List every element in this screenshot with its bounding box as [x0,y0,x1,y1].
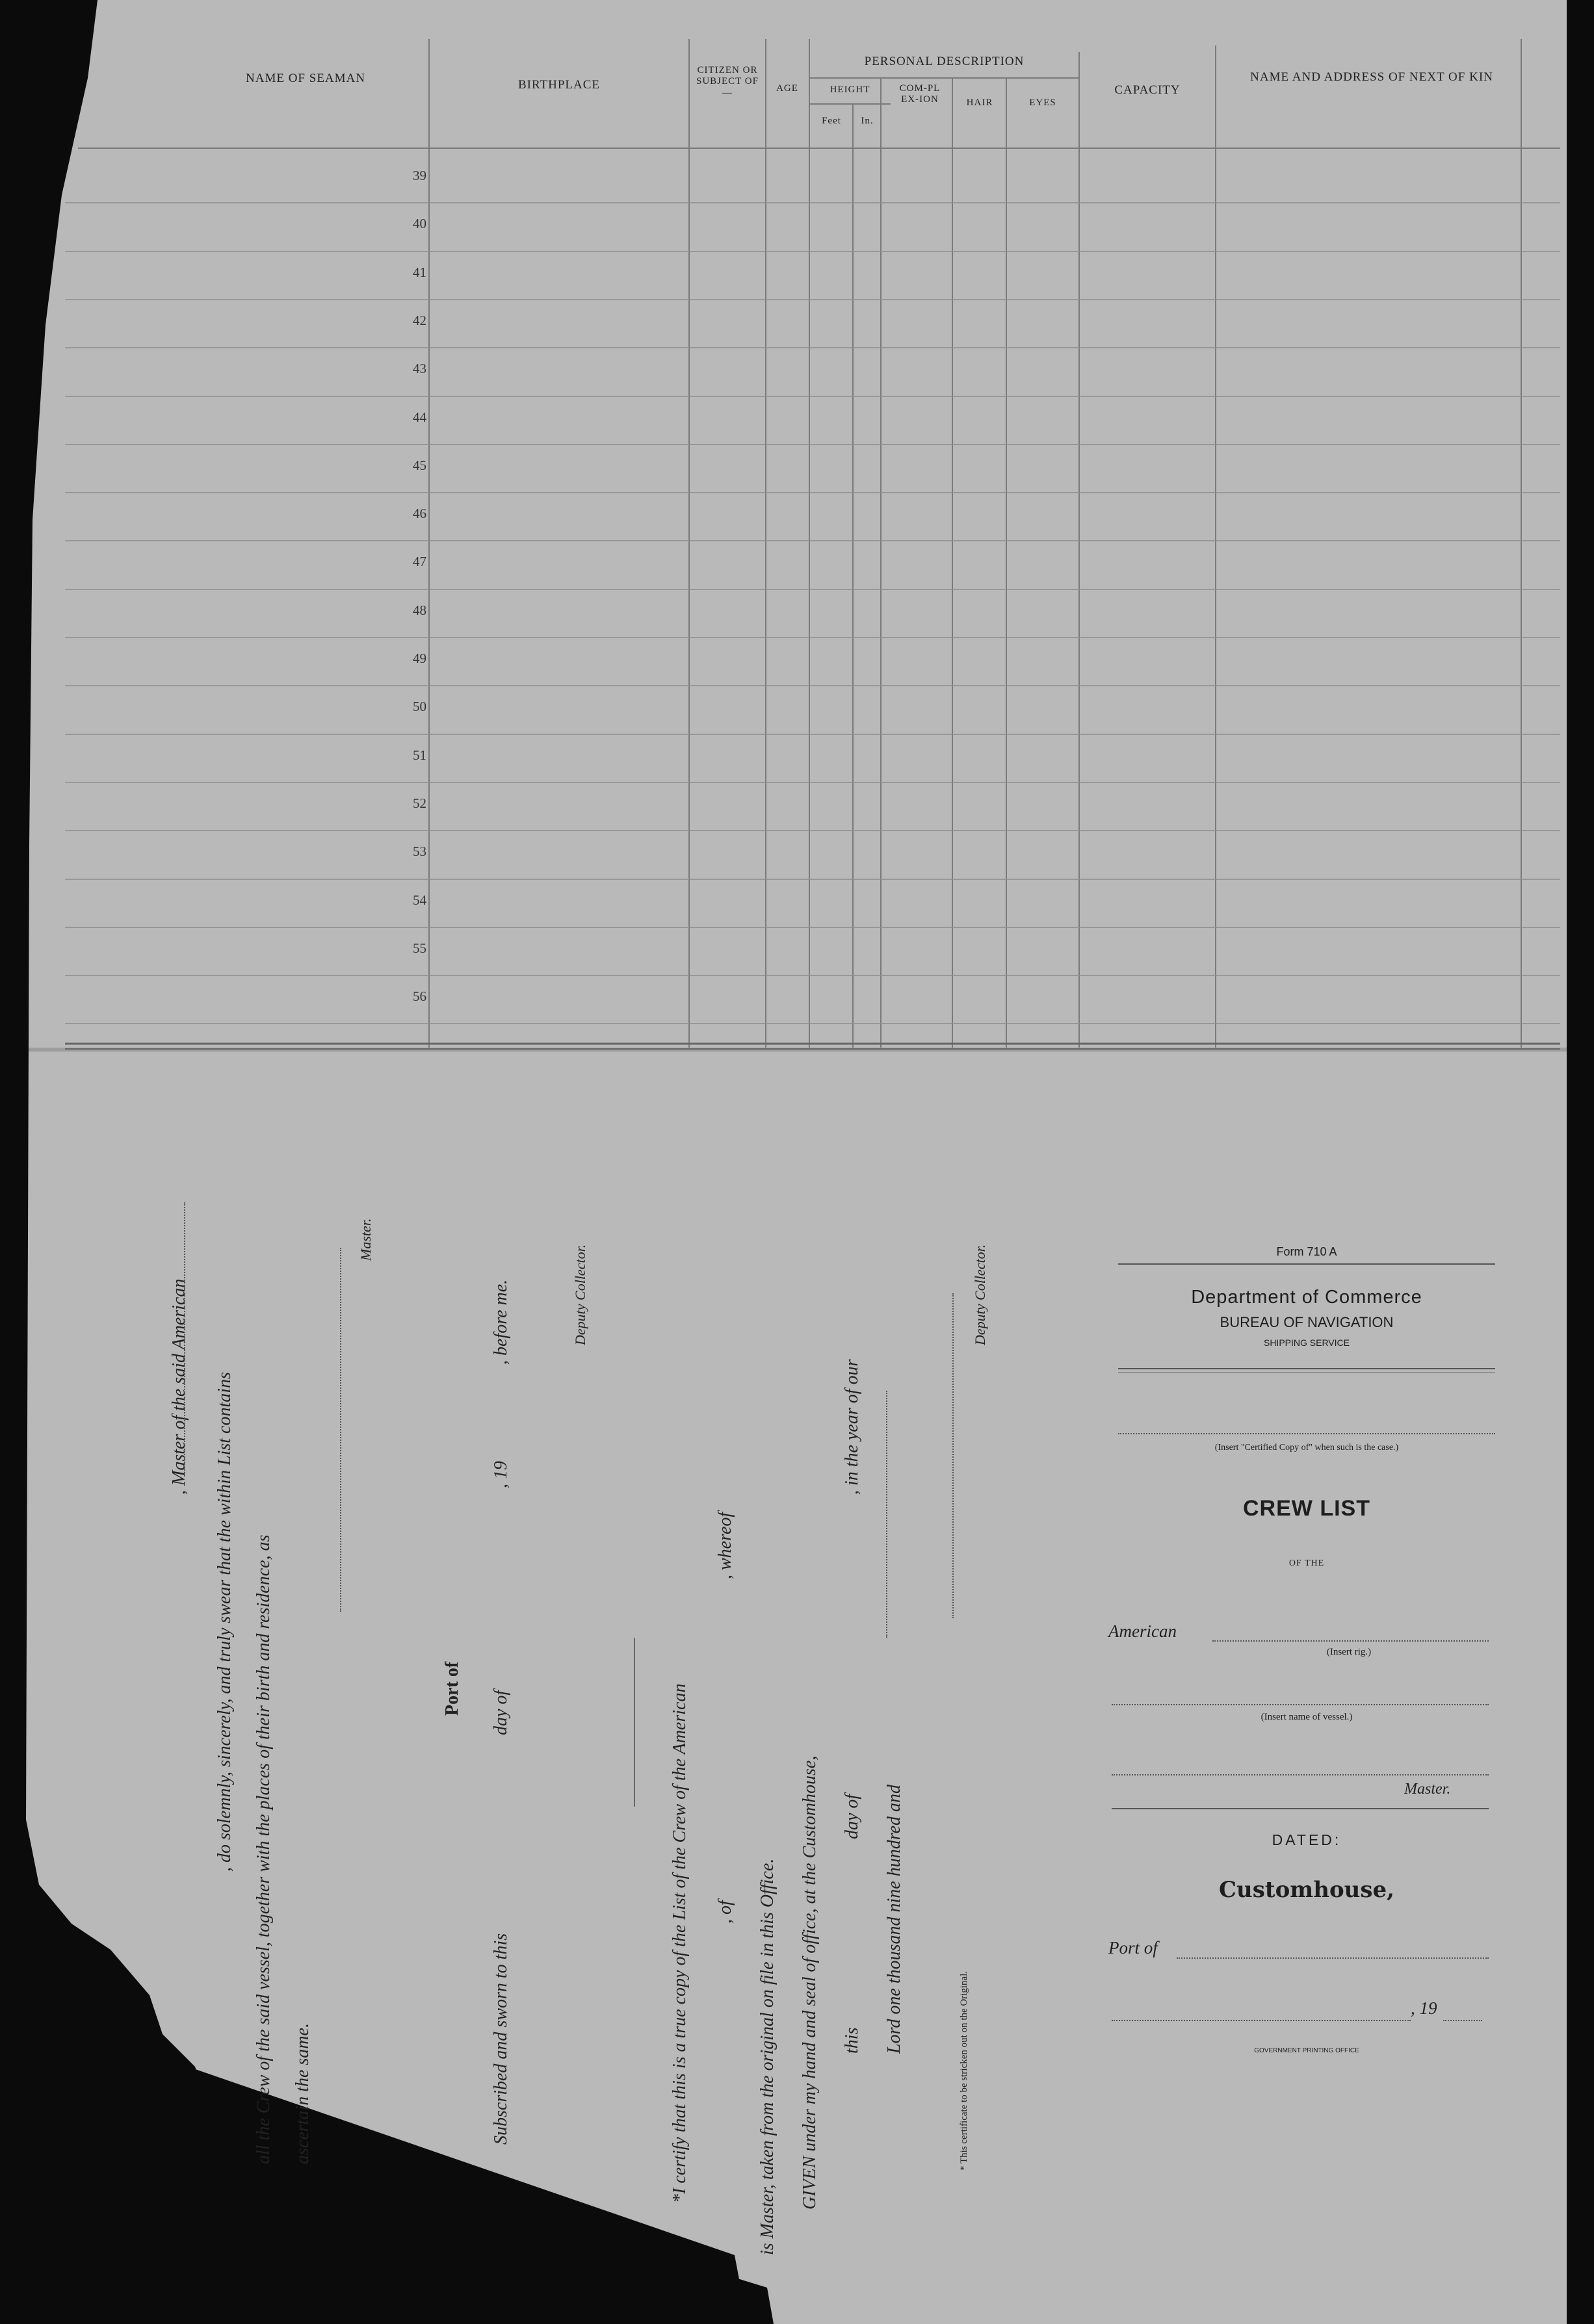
port-line [1177,1957,1489,1959]
oath-subscribed-c: , 19 [491,1461,511,1488]
oath-line-3: all the Crew of the said vessel, together with the places of their birth and residence, as [254,1534,274,2164]
header-personal-description: PERSONAL DESCRIPTION [864,55,1025,68]
year-label: , 19 [1411,1998,1437,2018]
header-complexion: COM-PLEX-ION [899,83,941,105]
oath-port-of: Port of [442,1661,462,1716]
form-number: Form 710 A [1276,1245,1337,1258]
american-label: American [1108,1621,1177,1641]
header-next-of-kin: NAME AND ADDRESS OF NEXT OF KIN [1250,70,1493,84]
rig-line [1212,1640,1489,1642]
header-inches: In. [861,116,874,126]
certificate-line-2a: , of [715,1900,735,1924]
master-signature-line [340,1248,341,1612]
crew-list-title: CREW LIST [1243,1496,1370,1521]
certificate-footnote: * This certificate to be stricken out on the Original. [959,1970,969,2171]
row-number: 42 [413,312,426,328]
customhouse-label: Customhouse, [1218,1877,1394,1903]
header-birthplace: BIRTHPLACE [517,78,601,92]
row-number: 55 [413,940,426,956]
row-number: 45 [413,457,426,473]
certificate-line-5b: day of [842,1794,862,1839]
oath-subscribed-b: day of [491,1690,511,1735]
printer-imprint: GOVERNMENT PRINTING OFFICE [1254,2047,1359,2054]
header-citizen: CITIZEN OR SUBJECT OF— [696,65,759,98]
row-number: 44 [413,409,426,425]
insert-rig-note: (Insert rig.) [1326,1647,1372,1657]
row-number: 50 [413,699,426,715]
year-line [1443,2020,1482,2021]
bureau-name: BUREAU OF NAVIGATION [1220,1314,1394,1330]
row-number: 46 [413,506,426,522]
header-capacity: CAPACITY [1114,83,1181,97]
row-number: 40 [413,216,426,232]
certificate-line-5a: this [842,2027,862,2054]
header-feet: Feet [822,116,841,126]
oath-subscribed-a: Subscribed and sworn to this [491,1933,511,2145]
department-name: Department of Commerce [1191,1287,1422,1308]
row-number: 47 [413,554,426,570]
cover-master-label: Master. [1404,1781,1451,1798]
row-number: 48 [413,602,426,618]
row-number: 56 [413,988,426,1005]
cover-rule-4 [1112,1808,1489,1809]
oath-master-label: Master. [358,1218,374,1261]
cover-rule-1 [1118,1263,1495,1265]
oath-line-1: , Master of the said American [169,1278,189,1495]
header-height: HEIGHT [830,84,870,95]
master-name-line [1112,1774,1489,1775]
header-name-of-seaman: NAME OF SEAMAN [246,71,365,85]
port-of-label: Port of [1108,1938,1158,1957]
row-number: 53 [413,844,426,860]
certificate-line-2b: , whereof [715,1512,735,1579]
oath-line-4: ascertain the same. [293,2023,313,2164]
certificate-line-4: GIVEN under my hand and seal of office, at the Customhouse, [800,1755,820,2210]
header-eyes: EYES [1029,97,1056,108]
oath-subscribed-d: , before me. [491,1279,511,1365]
date-line [1112,2020,1411,2021]
oath-line-2: , do solemnly, sincerely, and truly swear that the within List contains [215,1372,235,1872]
oath-divider [634,1638,635,1807]
certified-copy-line [1118,1433,1495,1434]
insert-certified-note: (Insert "Certified Copy of" when such is the case.) [1214,1443,1399,1452]
service-name: SHIPPING SERVICE [1263,1337,1350,1348]
row-number: 39 [413,168,426,183]
certificate-line-1: *I certify that this is a true copy of the List of the Crew of the American [670,1683,690,2203]
header-hair: HAIR [966,97,993,108]
oath-deputy-collector: Deputy Collector. [572,1244,588,1345]
header-age: AGE [776,83,798,94]
certificate-deputy-collector: Deputy Collector. [972,1244,988,1345]
row-number: 43 [413,361,426,377]
certificate-year-line [886,1391,887,1638]
certificate-line-5c: , in the year of our [842,1359,862,1495]
row-number: 41 [413,264,426,280]
insert-vessel-note: (Insert name of vessel.) [1261,1712,1353,1722]
row-number: 54 [413,892,426,908]
row-number: 49 [413,651,426,666]
row-number: 51 [413,747,426,763]
cover-rule-2 [1118,1368,1495,1369]
vessel-name-line [1112,1704,1489,1705]
certificate-line-6: Lord one thousand nine hundred and [884,1784,904,2054]
certificate-line-3: is Master, taken from the original on file in this Office. [757,1858,777,2255]
certificate-signature-line [952,1293,954,1618]
row-number: 52 [413,795,426,811]
oath-blank-1 [184,1202,185,1475]
dated-label: DATED: [1272,1831,1342,1848]
of-the-label: OF THE [1288,1558,1325,1568]
